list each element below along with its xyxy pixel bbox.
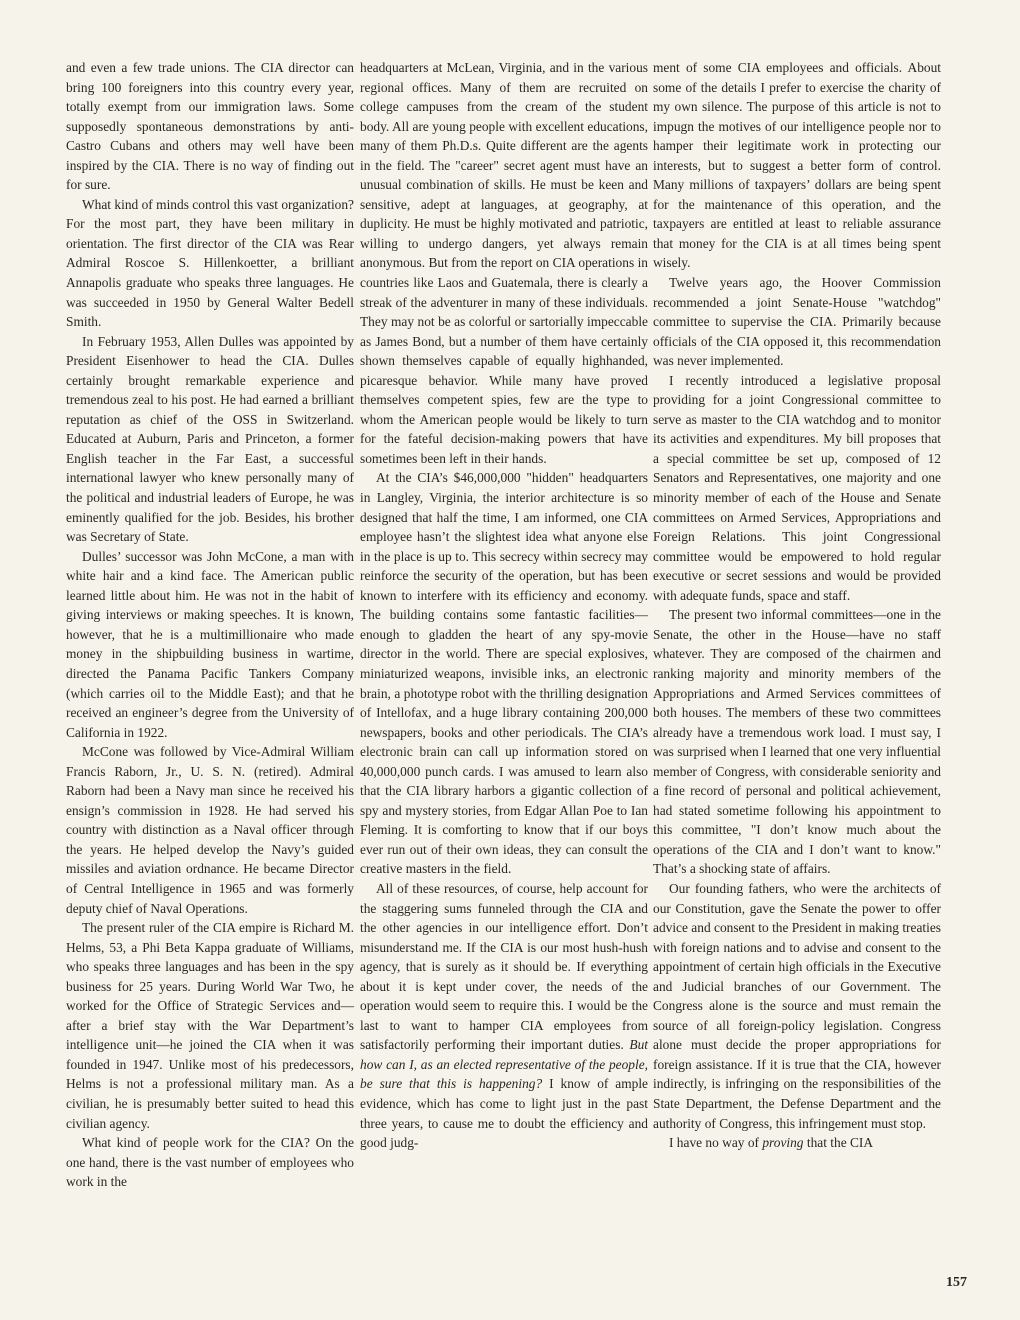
article-paragraph (653, 605, 941, 879)
article-paragraph (653, 58, 941, 273)
article-paragraph (66, 742, 354, 918)
page-number: 157 (946, 1275, 967, 1290)
paragraph-text: Twelve years ago, the Hoover Commission recommended a joint Senate-House "watchdog" committee to supervise the CIA. Primarily because officials of the CIA opposed it, this recommendation was never implemented. (653, 275, 941, 369)
emphasized-text: proving (762, 1135, 804, 1151)
text-column-2 (360, 58, 648, 1153)
article-paragraph (360, 58, 648, 468)
paragraph-text: The present ruler of the CIA empire is Richard M. Helms, 53, a Phi Beta Kappa graduate of Williams, who speaks three languages and has been in the spy business for 25 years. During World War Two, he worked for the Office of Strategic Services and—after a brief stay with the War Department’s intelligence unit—he joined the CIA when it was founded in 1947. Unlike most of his predecessors, Helms is not a professional military man. As a civilian, he is presumably better suited to head this civilian agency. (66, 920, 354, 1131)
article-paragraph (66, 195, 354, 332)
article-paragraph (653, 879, 941, 1133)
article-paragraph (66, 1133, 354, 1192)
paragraph-text: ment of some CIA employees and officials. About some of the details I prefer to exercise the charity of my own silence. The purpose of this article is not to impugn the motives of our intelligence people nor to hamper their legitimate work in protecting our interests, but to suggest a better form of control. Many millions of taxpayers’ dollars are being spent for the maintenance of this operation, and the taxpayers are entitled at least to reliable assurance that money for the CIA is at all times being spent wisely. (653, 60, 941, 271)
article-paragraph (653, 1133, 941, 1153)
article-paragraph (66, 918, 354, 1133)
emphasized-text: But how can I, as an elected representative of the people, be sure that this is happening? (360, 1037, 648, 1092)
paragraph-text: In February 1953, Allen Dulles was appointed by President Eisenhower to head the CIA. Dulles certainly brought remarkable experience and tremendous zeal to his post. He had earned a brilliant reputation as chief of the OSS in Switzerland. Educated at Auburn, Paris and Princeton, a former English teacher in the Far East, a successful international lawyer who knew personally many of the political and industrial leaders of Europe, he was eminently qualified for the job. Besides, his brother was Secretary of State. (66, 333, 354, 545)
paragraph-text: At the CIA’s $46,000,000 "hidden" headquarters in Langley, Virginia, the interior architecture is so designed that half the time, I am informed, one CIA employee hasn’t the slightest idea what anyone else in the place is up to. This secrecy within secrecy may reinforce the security of the operation, but has been known to interfere with its efficiency and economy. The building contains some fantastic facilities—enough to gladden the heart of any spy-movie director in the world. There are special explosives, miniaturized weapons, invisible inks, an electronic brain, a phototype robot with the thrilling designation of Intellofax, and a huge library containing 200,000 newspapers, books and other periodicals. The CIA’s electronic brain can call up information stored on 40,000,000 punch cards. I was amused to learn also that the CIA library harbors a gigantic collection of spy and mystery stories, from Edgar Allan Poe to Ian Fleming. It is comforting to know that if our boys ever run out of their own ideas, they can consult the creative masters in the field. (360, 470, 648, 877)
article-paragraph (360, 879, 648, 1153)
paragraph-text: The present two informal committees—one in the Senate, the other in the House—have no staff whatever. They are composed of the chairmen and ranking majority and minority members of the Appropriations and Armed Services committees of both houses. The members of these two committees already have a tremendous work load. I must say, I was surprised when I learned that one very influential member of Congress, with considerable seniority and a fine record of personal and political achievement, had stated sometime following his appointment to this committee, "I don’t know much about the operations of the CIA and I don’t want to know." That’s a shocking state of affairs. (653, 607, 941, 877)
text-column-1 (66, 58, 354, 1192)
paragraph-text: What kind of minds control this vast organization? For the most part, they have been military in orientation. The first director of the CIA was Rear Admiral Roscoe S. Hillenkoetter, a brilliant Annapolis graduate who speaks three languages. He was succeeded in 1950 by General Walter Bedell Smith. (66, 196, 354, 330)
paragraph-text: McCone was followed by Vice-Admiral William Francis Raborn, Jr., U. S. N. (retired). Admiral Raborn had been a Navy man since he received his ensign’s commission in 1928. He had served his country with distinction as a Naval officer through the years. He helped develop the Navy’s guided missiles and aviation ordnance. He became Director of Central Intelligence in 1965 and was formerly deputy chief of Naval Operations. (66, 744, 354, 916)
paragraph-text: All of these resources, of course, help account for the staggering sums funneled through the CIA and the other agencies in our intelligence effort. Don’t misunderstand me. If the CIA is our most hush-hush agency, that is surely as it should be. If everything about it is kept under cover, the needs of the operation would seem to require this. I would be the last to want to hamper CIA employees from satisfactorily performing their important duties. (360, 880, 648, 1053)
article-paragraph (66, 332, 354, 547)
paragraph-text-continued: I know of ample evidence, which has come to light just in the past three years, to cause me to doubt the efficiency and good judg- (360, 1076, 648, 1151)
article-paragraph (653, 273, 941, 371)
paragraph-text: and even a few trade unions. The CIA director can bring 100 foreigners into this country every year, totally exempt from our immigration laws. Some supposedly spontaneous demonstrations by anti-Castro Cubans and others may well have been inspired by the CIA. There is no way of finding out for sure. (66, 60, 354, 193)
paragraph-text: I have no way of (669, 1135, 759, 1151)
paragraph-text-continued: that the CIA (803, 1135, 874, 1151)
article-paragraph (653, 371, 941, 606)
article-paragraph (66, 547, 354, 742)
paragraph-text: Dulles’ successor was John McCone, a man with white hair and a kind face. The American public learned little about him. He was not in the habit of giving interviews or making speeches. It is known, however, that he is a multimillionaire who made money in the shipbuilding business in wartime, directed the Panama Pacific Tankers Company (which carries oil to the Middle East); and that he received an engineer’s degree from the University of California in 1922. (66, 548, 354, 740)
article-paragraph (66, 58, 354, 195)
paragraph-text: Our founding fathers, who were the architects of our Constitution, gave the Senate the power to offer advice and consent to the President in making treaties with foreign nations and to advise and consent to the appointment of certain high officials in the Executive and Judicial branches of our Government. The Congress alone is the source and must remain the source of all foreign-policy legislation. Congress alone must decide the proper appropriations for foreign assistance. If it is true that the CIA, however indirectly, is infringing on the responsibilities of the State Department, the Defense Department and the authority of Congress, this infringement must stop. (653, 880, 941, 1131)
paragraph-text: headquarters at McLean, Virginia, and in the various regional offices. Many of them are recruited on college campuses from the cream of the student body. All are young people with excellent educations, many of them Ph.D.s. Quite different are the agents in the field. The "career" secret agent must have an unusual combination of skills. He must be keen and sensitive, adept at languages, at geography, at duplicity. He must be highly motivated and patriotic, willing to undergo dangers, yet always remain anonymous. But from the report on CIA operations in countries like Laos and Guatemala, there is clearly a streak of the adventurer in many of these individuals. They may not be as colorful or sartorially impeccable as James Bond, but a number of them have certainly shown themselves capable of equally highhanded, picaresque behavior. While many have proved themselves competent spies, few are the type to whom the American people would be likely to turn for the fateful decision-making powers that have sometimes been left in their hands. (360, 60, 648, 466)
paragraph-text: What kind of people work for the CIA? On the one hand, there is the vast number of employees who work in the (66, 1135, 354, 1190)
article-paragraph (360, 468, 648, 878)
paragraph-text: I recently introduced a legislative proposal providing for a joint Congressional committee to serve as master to the CIA watchdog and to monitor its activities and expenditures. My bill proposes that a special committee be set up, composed of 12 Senators and Representatives, one majority and one minority member of each of the House and Senate committees on Armed Services, Appropriations and Foreign Relations. This joint Congressional committee would be empowered to hold regular executive or secret sessions and would be provided with adequate funds, space and staff. (653, 372, 941, 603)
text-column-3 (653, 58, 941, 1153)
